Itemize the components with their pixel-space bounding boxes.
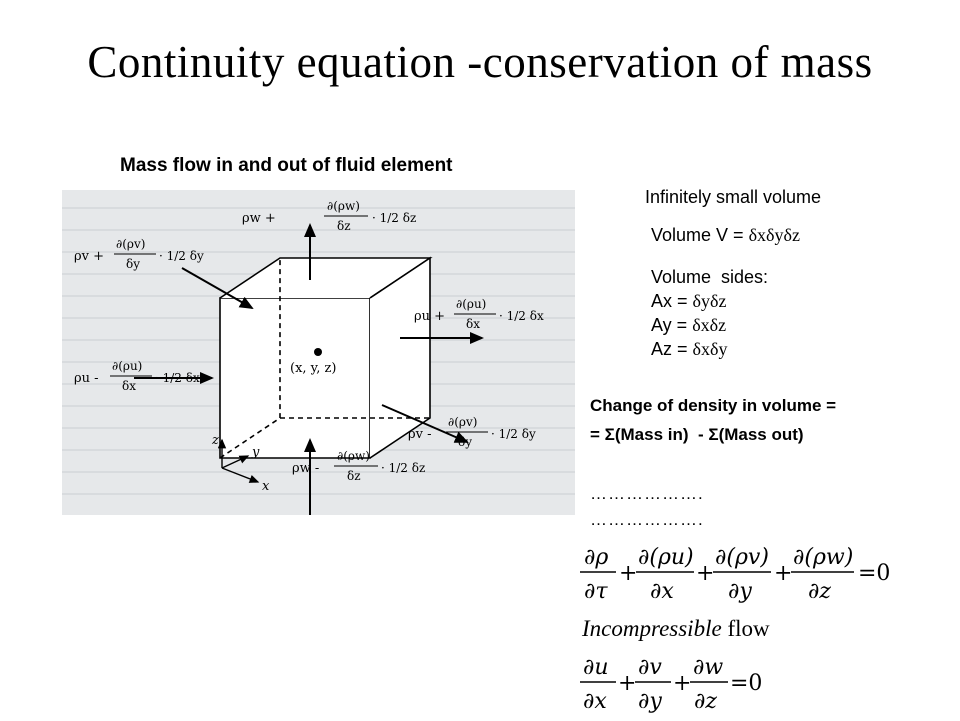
svg-text:δz: δz [337, 219, 351, 233]
label-top-flux [242, 199, 416, 233]
eq-term4-num: ∂(ρw) [793, 545, 854, 570]
svg-text:δx: δx [466, 317, 480, 331]
eq-term2-num: ∂(ρu) [638, 545, 694, 570]
incompressible-equation [578, 650, 778, 721]
svg-text:ρv -: ρv - [408, 427, 432, 442]
density-change-line2: = Σ(Mass in) - Σ(Mass out) [590, 425, 804, 444]
eq-equals-zero: =0 [858, 561, 891, 586]
eq-term3-den: ∂y [728, 579, 752, 604]
volume-formula: Volume V = δxδyδz [651, 225, 800, 245]
svg-text:ρv +: ρv + [74, 249, 105, 264]
area-ay: Ay = δxδz [651, 315, 727, 335]
svg-text:δy: δy [458, 435, 473, 449]
incompressible-label: Incompressible flow [582, 616, 770, 641]
label-left-flux [74, 359, 200, 393]
eq2-equals-zero: =0 [730, 671, 763, 696]
volume-sides-label: Volume sides: [651, 267, 769, 287]
svg-text:δz: δz [347, 469, 361, 483]
svg-text:∂(ρu): ∂(ρu) [456, 297, 487, 311]
svg-text:∂(ρv): ∂(ρv) [448, 415, 478, 429]
ellipsis-line-2: ………………. [590, 510, 704, 529]
volume-heading: Infinitely small volume [645, 187, 822, 207]
eq2-term3-num: ∂w [693, 655, 724, 680]
svg-text:∂(ρv): ∂(ρv) [116, 237, 146, 251]
eq2-term1-den: ∂x [583, 689, 607, 714]
svg-text:ρu -: ρu - [74, 371, 99, 386]
label-back-flux [74, 237, 204, 271]
cube [220, 258, 430, 458]
eq-term1-den: ∂τ [584, 579, 608, 604]
center-point [314, 348, 322, 356]
center-label: (x, y, z) [290, 361, 337, 376]
svg-text:· 1/2 δy: · 1/2 δy [491, 427, 536, 441]
svg-text:δy: δy [126, 257, 141, 271]
slide-title: Continuity equation -conservation of mass [87, 37, 873, 87]
density-change-line1: Change of density in volume = [590, 396, 837, 415]
eq2-term1-num: ∂u [583, 655, 609, 680]
eq2-term2-den: ∂y [638, 689, 662, 714]
svg-text:· 1/2 δz: · 1/2 δz [381, 461, 426, 475]
svg-text:· 1/2 δx: · 1/2 δx [155, 371, 200, 385]
label-right-flux [414, 297, 544, 331]
axis-y-label: y [252, 445, 260, 460]
eq-term1-num: ∂ρ [584, 545, 609, 570]
svg-text:ρw +: ρw + [242, 211, 276, 226]
eq-term3-num: ∂(ρv) [715, 545, 769, 570]
eq2-plus-2: + [673, 671, 692, 696]
axis-x-label: x [262, 479, 270, 494]
eq-term4-den: ∂z [808, 579, 831, 604]
area-ax: Ax = δyδz [651, 291, 727, 311]
svg-text:δx: δx [122, 379, 136, 393]
svg-text:· 1/2 δx: · 1/2 δx [499, 309, 544, 323]
eq2-plus-1: + [618, 671, 637, 696]
eq2-term2-num: ∂v [638, 655, 662, 680]
ellipsis-line-1: ………………. [590, 484, 704, 503]
continuity-equation [578, 538, 908, 613]
fluid-element-figure [62, 190, 575, 515]
figure-caption: Mass flow in and out of fluid element [120, 155, 453, 176]
svg-text:∂(ρu): ∂(ρu) [112, 359, 143, 373]
svg-text:· 1/2 δz: · 1/2 δz [372, 211, 417, 225]
svg-text:ρw -: ρw - [292, 461, 320, 476]
svg-text:∂(ρw): ∂(ρw) [337, 449, 370, 463]
eq-plus-1: + [619, 561, 638, 586]
svg-text:∂(ρw): ∂(ρw) [327, 199, 360, 213]
eq-term2-den: ∂x [650, 579, 674, 604]
svg-text:· 1/2 δy: · 1/2 δy [159, 249, 204, 263]
eq-plus-3: + [774, 561, 793, 586]
eq-plus-2: + [696, 561, 715, 586]
area-az: Az = δxδy [651, 339, 728, 359]
eq2-term3-den: ∂z [694, 689, 717, 714]
svg-text:ρu +: ρu + [414, 309, 446, 324]
axis-z-label: z [212, 433, 219, 448]
